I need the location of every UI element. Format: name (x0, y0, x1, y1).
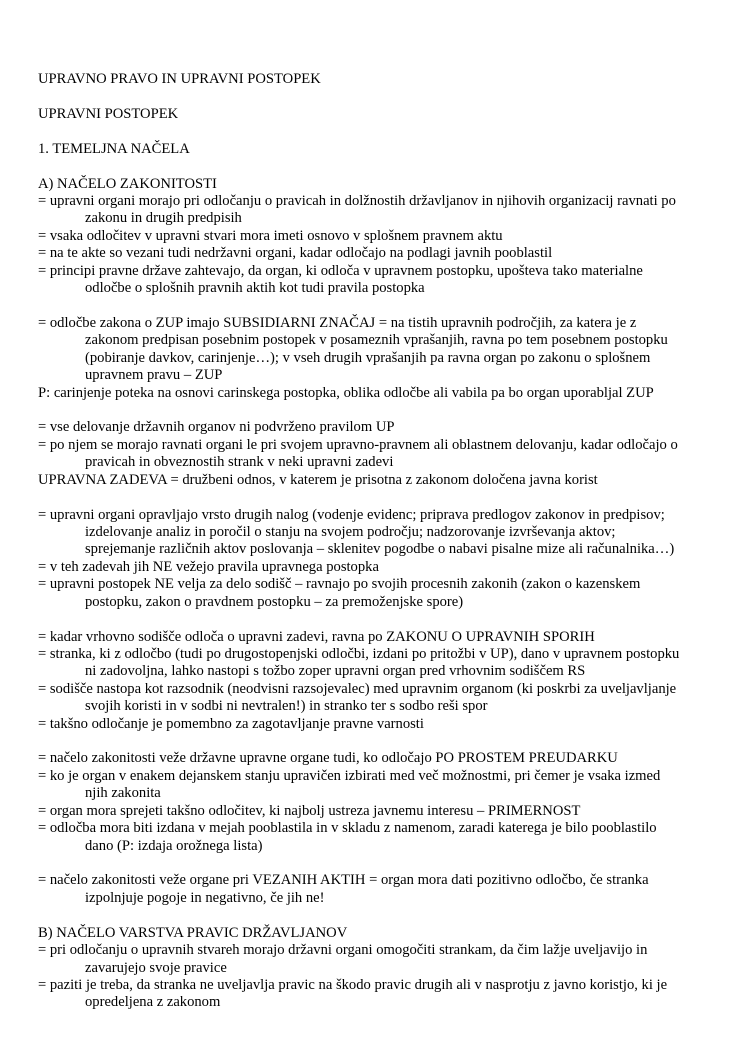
paragraph (38, 820, 718, 855)
blank-line (38, 158, 718, 175)
blank-line (38, 88, 718, 105)
paragraph (38, 385, 718, 402)
text-line: = vse delovanje državnih organov ni podvrženo pravilom UP (38, 419, 395, 436)
text-line: zakonom predpisan posebnim postopek v posameznih vprašanjih, ravna po tem posebnem postopku (85, 332, 668, 349)
paragraph (38, 507, 718, 559)
section-heading (38, 176, 718, 193)
text-line: = kadar vrhovno sodišče odloča o upravni zadevi, ravna po ZAKONU O UPRAVNIH SPORIH (38, 628, 595, 645)
paragraph (38, 193, 718, 228)
text-line: zavarujejo svoje pravice (85, 959, 227, 976)
text-line: = upravni organi opravljajo vrsto drugih nalog (vodenje evidenc; priprava predlogov zakonov in predpisov; (38, 506, 665, 523)
text-line: njih zakonita (85, 785, 161, 802)
text-line: postopku, zakon o pravdnem postopku – za premoženjske spore) (85, 593, 464, 610)
paragraph (38, 872, 718, 907)
paragraph (38, 750, 718, 767)
paragraph (38, 245, 718, 262)
section-heading (38, 71, 718, 88)
text-line: = takšno odločanje je pomembno za zagotavljanje pravne varnosti (38, 715, 424, 732)
paragraph (38, 576, 718, 611)
text-line: UPRAVNA ZADEVA = družbeni odnos, v katerem je prisotna z zakonom določena javna korist (38, 471, 598, 488)
text-line: = odločba mora biti izdana v mejah pooblastila in v skladu z namenom, zaradi katerega je bilo pooblastilo (38, 820, 657, 837)
paragraph (38, 803, 718, 820)
text-line: 1. TEMELJNA NAČELA (38, 140, 190, 157)
text-line: = sodišče nastopa kot razsodnik (neodvisni razsojevalec) med upravnim organom (ki poskrbi za uveljavljanje (38, 680, 677, 697)
paragraph (38, 472, 718, 489)
text-line: odločbe o splošnih pravnih aktih kot tudi pravila postopka (85, 280, 425, 297)
paragraph (38, 437, 718, 472)
paragraph (38, 263, 718, 298)
paragraph (38, 315, 718, 385)
text-line: upravnem pravu – ZUP (85, 367, 223, 384)
section-heading (38, 106, 718, 123)
text-line: B) NAČELO VARSTVA PRAVIC DRŽAVLJANOV (38, 924, 348, 941)
section-heading (38, 141, 718, 158)
text-line: = po njem se morajo ravnati organi le pri svojem upravno-pravnem ali oblastnem delovanju, kadar odločajo o (38, 436, 678, 453)
section-heading (38, 925, 718, 942)
paragraph (38, 419, 718, 436)
text-line: izpolnjuje pogoje in negativno, če jih ne! (85, 889, 325, 906)
blank-line (38, 402, 718, 419)
blank-line (38, 489, 718, 506)
text-line: = vsaka odločitev v upravni stvari mora imeti osnovo v splošnem pravnem aktu (38, 227, 503, 244)
text-line: sprejemanje različnih aktov poslovanja – sklenitev pogodbe o nabavi pisalne mize ali računalnika…) (85, 541, 675, 558)
paragraph (38, 559, 718, 576)
text-line: opredeljena z zakonom (85, 994, 221, 1011)
text-line: = ko je organ v enakem dejanskem stanju upravičen izbirati med več možnostmi, pri čemer je vsaka izmed (38, 767, 661, 784)
text-line: = upravni organi morajo pri odločanju o pravicah in dolžnostih državljanov in njihovih organizacij ravnati po (38, 192, 676, 209)
text-line: UPRAVNI POSTOPEK (38, 105, 179, 122)
blank-line (38, 611, 718, 628)
text-line: = v teh zadevah jih NE vežejo pravila upravnega postopka (38, 558, 379, 575)
paragraph (38, 942, 718, 977)
text-line: = na te akte so vezani tudi nedržavni organi, kadar odločajo na podlagi javnih pooblastil (38, 245, 553, 262)
paragraph (38, 716, 718, 733)
text-line: = upravni postopek NE velja za delo sodišč – ravnajo po svojih procesnih zakonih (zakon o kazenskem (38, 576, 641, 593)
text-line: A) NAČELO ZAKONITOSTI (38, 175, 217, 192)
blank-line (38, 123, 718, 140)
text-line: ni zadovoljna, lahko nastopi s tožbo zoper upravni organ pred vrhovnim sodiščem RS (85, 663, 586, 680)
paragraph (38, 629, 718, 646)
text-line: (pobiranje davkov, carinjenje…); v vseh drugih vprašanjih pa ravna organ po zakonu o splošnem (85, 349, 651, 366)
paragraph (38, 646, 718, 681)
text-line: = paziti je treba, da stranka ne uveljavlja pravic na škodo pravic drugih ali v nasprotju z javno koristjo, ki je (38, 976, 668, 993)
text-line: = principi pravne države zahtevajo, da organ, ki odloča v upravnem postopku, upošteva tako materialne (38, 262, 643, 279)
paragraph (38, 228, 718, 245)
text-line: UPRAVNO PRAVO IN UPRAVNI POSTOPEK (38, 71, 321, 87)
blank-line (38, 297, 718, 314)
text-line: P: carinjenje poteka na osnovi carinskega postopka, oblika odločbe ali vabila pa bo organ uporabljal ZUP (38, 384, 654, 401)
blank-line (38, 855, 718, 872)
text-line: svojih koristi in v sodbi ni nevtralen!) in stranko ter s sodbo reši spor (85, 698, 488, 715)
text-line: dano (P: izdaja orožnega lista) (85, 837, 263, 854)
blank-line (38, 907, 718, 924)
text-line: = odločbe zakona o ZUP imajo SUBSIDIARNI ZNAČAJ = na tistih upravnih področjih, za katera je z (38, 314, 637, 331)
paragraph (38, 681, 718, 716)
text-line: zakonu in drugih predpisih (85, 210, 242, 227)
text-line: = stranka, ki z odločbo (tudi po drugostopenjski odločbi, izdani po pritožbi v UP), dano v upravnem postopku (38, 645, 680, 662)
paragraph (38, 768, 718, 803)
blank-line (38, 733, 718, 750)
text-line: = pri odločanju o upravnih stvareh morajo državni organi omogočiti strankam, da čim lažje uveljavijo in (38, 942, 648, 959)
text-line: = organ mora sprejeti takšno odločitev, ki najbolj ustreza javnemu interesu – PRIMERNOST (38, 802, 581, 819)
text-line: izdelovanje analiz in poročil o stanju na svojem področju; nadzorovanje izvrševanja aktov; (85, 523, 616, 540)
text-line: = načelo zakonitosti veže državne upravne organe tudi, ko odločajo PO PROSTEM PREUDARKU (38, 750, 618, 767)
text-line: = načelo zakonitosti veže organe pri VEZANIH AKTIH = organ mora dati pozitivno odločbo, če stranka (38, 872, 649, 889)
document-page (38, 71, 718, 1012)
paragraph (38, 977, 718, 1012)
text-line: pravicah in obveznostih strank v neki upravni zadevi (85, 454, 394, 471)
